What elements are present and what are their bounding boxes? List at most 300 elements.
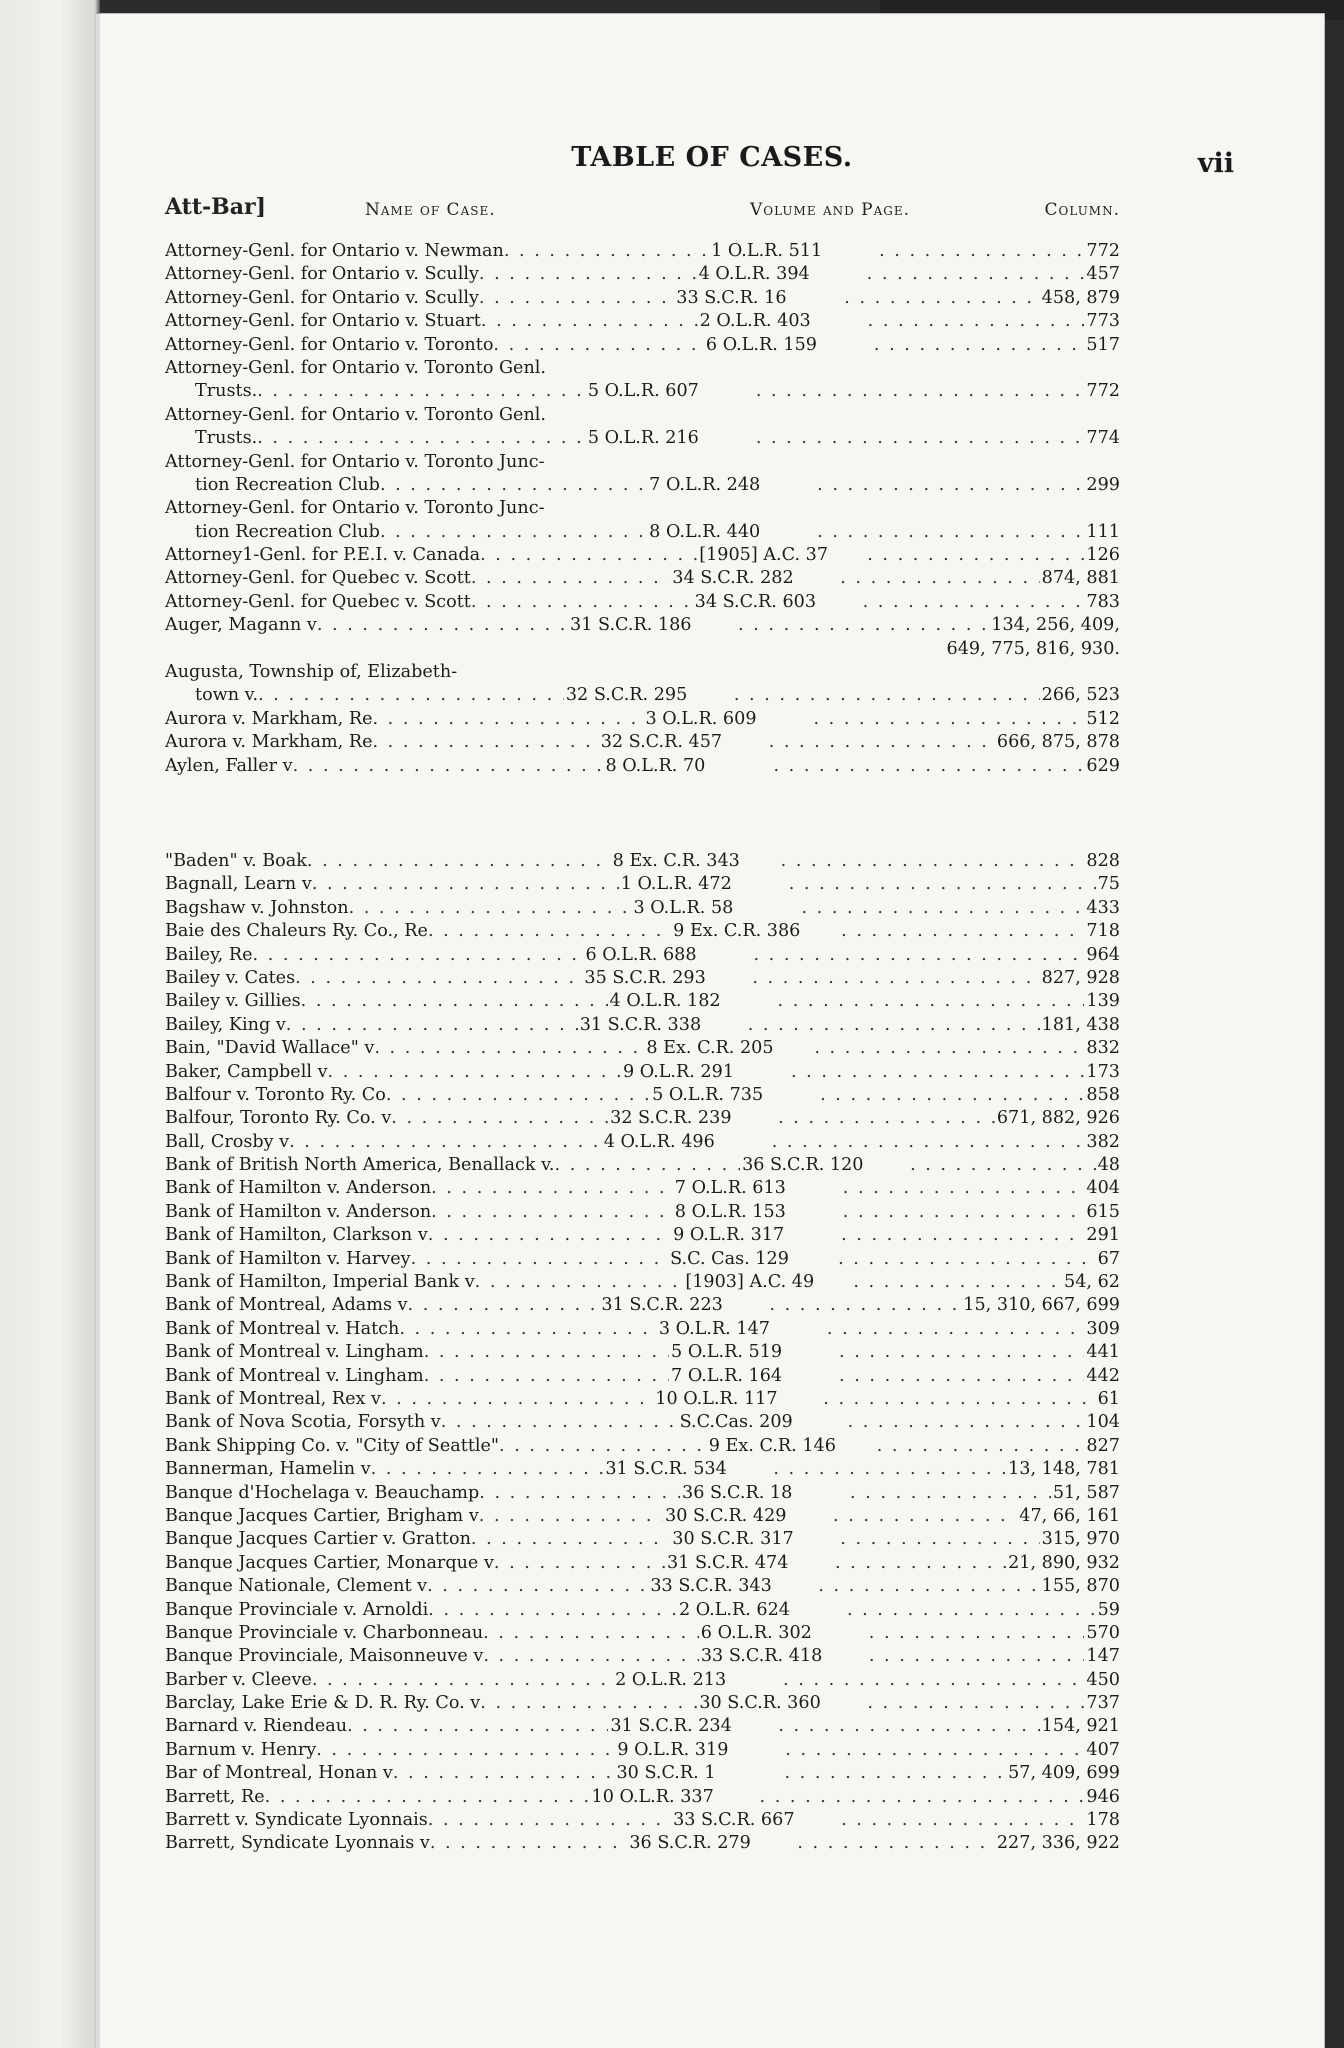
volume-and-page: 7 O.L.R. 164	[671, 1365, 783, 1386]
case-name: Banque d'Hochelaga v. Beauchamp	[165, 1482, 480, 1503]
column-refs: 615	[1086, 1201, 1120, 1222]
case-name: Baie des Chaleurs Ry. Co., Re	[165, 921, 428, 942]
leader-dots	[424, 1341, 669, 1364]
case-name-continued: Trusts.	[195, 428, 258, 449]
volume-and-page: 30 S.C.R. 1	[616, 1763, 716, 1784]
column-refs: 126	[1086, 545, 1120, 566]
leader-dots	[841, 1224, 1084, 1247]
case-name: Augusta, Township of, Elizabeth-	[165, 662, 458, 683]
leader-dots	[347, 1715, 608, 1738]
leader-dots	[869, 1622, 1085, 1645]
case-entry	[165, 1715, 1120, 1738]
volume-and-page: 31 S.C.R. 186	[570, 615, 692, 636]
column-headers	[165, 194, 1120, 228]
case-entry	[165, 755, 1120, 778]
case-name: Bain, "David Wallace" v	[165, 1038, 375, 1059]
leader-dots	[756, 427, 1085, 450]
leader-dots	[769, 731, 995, 754]
leader-dots	[868, 310, 1085, 333]
case-list-b-section	[165, 850, 1120, 1856]
column-refs: 458, 879	[1041, 287, 1120, 308]
leader-dots	[431, 1177, 673, 1200]
case-entry	[165, 1341, 1120, 1364]
case-name: "Baden" v. Boak	[165, 851, 307, 871]
case-entry	[165, 1154, 1120, 1177]
volume-and-page: [1905] A.C. 37	[699, 545, 829, 566]
column-refs: 407	[1086, 1739, 1120, 1760]
case-name: Banque Provinciale v. Charbonneau	[165, 1622, 484, 1643]
leader-dots	[778, 1715, 1039, 1738]
case-name: Bailey v. Gillies	[165, 991, 301, 1012]
volume-and-page: 31 S.C.R. 534	[605, 1459, 727, 1480]
volume-and-page: 4 O.L.R. 182	[609, 991, 721, 1012]
column-refs: 772	[1086, 241, 1120, 261]
leader-dots	[483, 1622, 699, 1645]
case-entry	[165, 1131, 1120, 1154]
volume-and-page: 34 S.C.R. 603	[694, 591, 817, 612]
leader-dots	[850, 1482, 1051, 1505]
leader-dots	[317, 614, 568, 637]
case-name: Attorney-Genl. for Quebec v. Scott	[165, 568, 471, 589]
column-refs: 59	[1097, 1599, 1120, 1620]
leader-dots	[481, 310, 698, 333]
volume-and-page: 33 S.C.R. 418	[700, 1646, 823, 1667]
volume-and-page: 3 O.L.R. 609	[645, 708, 757, 729]
header-name-of-case: Name of Case.	[365, 200, 496, 220]
leader-dots	[428, 920, 671, 943]
leader-dots	[265, 1786, 590, 1809]
case-name: Bank Shipping Co. v. "City of Seattle"	[165, 1435, 500, 1456]
column-refs: 104	[1086, 1412, 1120, 1433]
case-name: Attorney-Genl. for Ontario v. Toronto	[165, 334, 494, 355]
volume-and-page: 2 O.L.R. 403	[699, 311, 811, 332]
case-entry	[165, 967, 1120, 990]
volume-and-page: 7 O.L.R. 613	[674, 1178, 786, 1199]
case-entry	[165, 1177, 1120, 1200]
volume-and-page: 31 S.C.R. 223	[601, 1295, 723, 1316]
leader-dots	[778, 1107, 995, 1130]
volume-and-page: 9 Ex. C.R. 146	[708, 1435, 836, 1456]
leader-dots	[380, 521, 647, 544]
volume-and-page: 8 O.L.R. 153	[674, 1201, 786, 1222]
volume-and-page: 32 S.C.R. 295	[565, 685, 688, 706]
case-entry	[165, 380, 1120, 403]
column-refs: 382	[1086, 1131, 1120, 1152]
volume-and-page: 2 O.L.R. 624	[678, 1599, 790, 1620]
volume-and-page: 31 S.C.R. 474	[666, 1552, 789, 1573]
case-entry	[165, 521, 1120, 544]
case-entry	[165, 1739, 1120, 1762]
volume-and-page: 9 O.L.R. 319	[617, 1739, 729, 1760]
leader-dots	[840, 1528, 1039, 1551]
leader-dots	[867, 263, 1085, 286]
volume-and-page: 8 Ex. C.R. 205	[646, 1038, 774, 1059]
case-name: Bank of Montreal, Adams v	[165, 1295, 408, 1316]
leader-dots	[818, 1575, 1039, 1598]
leader-dots	[393, 1762, 615, 1785]
column-refs: 147	[1086, 1646, 1120, 1667]
case-name: Barnard v. Riendeau	[165, 1716, 348, 1737]
case-name: Barrett, Re	[165, 1786, 265, 1807]
volume-and-page: 5 O.L.R. 607	[587, 381, 699, 402]
book-gutter	[0, 0, 100, 2048]
case-entry	[165, 1014, 1120, 1037]
volume-and-page: 1 O.L.R. 472	[620, 874, 732, 895]
volume-and-page: 8 Ex. C.R. 343	[612, 851, 740, 871]
column-refs: 51, 587	[1052, 1482, 1120, 1503]
leader-dots	[784, 1762, 1006, 1785]
leader-dots	[789, 873, 1096, 896]
case-name: Banque Jacques Cartier v. Gratton	[165, 1529, 471, 1550]
volume-and-page: 5 O.L.R. 216	[587, 428, 699, 449]
leader-dots	[833, 1505, 1017, 1528]
leader-dots	[428, 1224, 671, 1247]
leader-dots	[734, 684, 1040, 707]
column-refs: 67	[1097, 1248, 1120, 1269]
case-name: Balfour v. Toronto Ry. Co	[165, 1084, 386, 1105]
volume-and-page: 4 O.L.R. 394	[698, 264, 810, 285]
volume-and-page: S.C. Cas. 129	[670, 1248, 789, 1269]
column-refs: 54, 62	[1064, 1272, 1120, 1293]
volume-and-page: 36 S.C.R. 120	[742, 1155, 864, 1176]
case-entry	[165, 427, 1120, 450]
volume-and-page: 4 O.L.R. 496	[603, 1131, 715, 1152]
case-name: Bannerman, Hamelin v	[165, 1459, 371, 1480]
leader-dots	[258, 684, 564, 707]
case-name: Attorney-Genl. for Ontario v. Toronto Junc-	[165, 451, 545, 472]
case-name: Barber v. Cleeve	[165, 1669, 312, 1690]
case-entry	[165, 1552, 1120, 1575]
leader-dots	[817, 474, 1084, 497]
leader-dots	[817, 521, 1084, 544]
volume-and-page: 3 O.L.R. 58	[633, 897, 734, 918]
volume-and-page: 36 S.C.R. 18	[682, 1482, 793, 1503]
volume-and-page: 32 S.C.R. 239	[610, 1108, 732, 1129]
case-name: Bank of Hamilton v. Anderson	[165, 1201, 432, 1222]
leader-dots	[411, 1248, 668, 1271]
column-refs: 671, 882, 926	[996, 1108, 1120, 1129]
case-entry-line	[165, 497, 1120, 520]
column-refs: 666, 875, 878	[996, 732, 1120, 753]
volume-and-page: 8 O.L.R. 440	[649, 521, 761, 542]
volume-and-page: 31 S.C.R. 234	[610, 1716, 732, 1737]
column-refs: 718	[1086, 921, 1120, 942]
column-refs: 457	[1086, 264, 1120, 285]
case-entry	[165, 1224, 1120, 1247]
column-refs: 827, 928	[1041, 967, 1120, 988]
leader-dots	[471, 591, 693, 614]
case-entry	[165, 567, 1120, 590]
leader-dots	[835, 1552, 1006, 1575]
case-name: Attorney-Genl. for Ontario v. Toronto Junc-	[165, 498, 545, 519]
case-entry-line	[165, 451, 1120, 474]
volume-and-page: 6 O.L.R. 159	[705, 334, 817, 355]
case-name: Ball, Crosby v	[165, 1131, 290, 1152]
column-refs: 517	[1086, 334, 1120, 355]
leader-dots	[813, 708, 1084, 731]
column-refs: 946	[1086, 1786, 1120, 1807]
leader-dots	[479, 263, 697, 286]
case-entry	[165, 591, 1120, 614]
leader-dots	[773, 1458, 1006, 1481]
case-entry	[165, 944, 1120, 967]
column-refs: 291	[1086, 1225, 1120, 1246]
leader-dots	[307, 850, 611, 873]
case-entry	[165, 1669, 1120, 1692]
column-refs: 783	[1086, 591, 1120, 612]
leader-dots	[295, 967, 582, 990]
column-refs: 964	[1086, 944, 1120, 965]
leader-dots	[785, 1739, 1084, 1762]
case-name: Bank of Hamilton, Clarkson v	[165, 1225, 428, 1246]
case-name: Barrett v. Syndicate Lyonnais	[165, 1810, 428, 1831]
case-entry	[165, 1061, 1120, 1084]
case-entry-line	[165, 357, 1120, 380]
volume-and-page: 7 O.L.R. 248	[649, 474, 761, 495]
leader-dots	[867, 544, 1084, 567]
case-name: Banque Jacques Cartier, Monarque v	[165, 1552, 494, 1573]
case-name: Attorney-Genl. for Ontario v. Toronto Genl.	[165, 404, 547, 425]
volume-and-page: 10 O.L.R. 117	[655, 1388, 778, 1409]
leader-dots	[874, 334, 1084, 357]
case-entry-line	[165, 661, 1120, 684]
case-entry	[165, 850, 1120, 873]
volume-and-page: 8 O.L.R. 70	[605, 755, 706, 776]
column-refs: 134, 256, 409,	[991, 615, 1120, 636]
leader-dots	[381, 1388, 653, 1411]
case-entry	[165, 1786, 1120, 1809]
leader-dots	[781, 850, 1085, 873]
case-entry	[165, 1692, 1120, 1715]
leader-dots	[843, 1201, 1085, 1224]
volume-and-page: S.C.Cas. 209	[679, 1412, 793, 1433]
volume-and-page: 5 O.L.R. 519	[671, 1342, 783, 1363]
leader-dots	[386, 1084, 650, 1107]
column-refs: 47, 66, 161	[1019, 1505, 1120, 1526]
case-entry	[165, 1271, 1120, 1294]
volume-and-page: 1 O.L.R. 511	[711, 241, 823, 261]
leader-dots	[840, 567, 1039, 590]
case-entry	[165, 544, 1120, 567]
volume-and-page: 9 O.L.R. 291	[622, 1061, 735, 1082]
volume-and-page: 34 S.C.R. 282	[672, 568, 794, 589]
leader-dots	[839, 1365, 1084, 1388]
column-refs: 155, 870	[1041, 1576, 1120, 1597]
case-name: Bank of Montreal v. Lingham	[165, 1342, 424, 1363]
case-name: Bar of Montreal, Honan v	[165, 1763, 393, 1784]
case-name: Aurora v. Markham, Re	[165, 708, 373, 729]
leader-dots	[493, 334, 703, 357]
leader-dots	[863, 591, 1085, 614]
case-name: Bank of Hamilton v. Anderson	[165, 1178, 432, 1199]
case-entry	[165, 1318, 1120, 1341]
case-entry	[165, 684, 1120, 707]
leader-dots	[441, 1411, 678, 1434]
case-name: Bank of Montreal v. Lingham	[165, 1365, 424, 1386]
case-entry	[165, 1482, 1120, 1505]
case-entry	[165, 1458, 1120, 1481]
leader-dots	[838, 1248, 1095, 1271]
case-name: Bank of Montreal, Rex v	[165, 1388, 381, 1409]
column-refs: 75	[1097, 874, 1120, 895]
leader-dots	[427, 1575, 648, 1598]
leader-dots	[827, 1318, 1085, 1341]
leader-dots	[328, 1061, 621, 1084]
column-refs: 773	[1086, 311, 1120, 332]
column-refs: 832	[1086, 1038, 1120, 1059]
leader-dots	[774, 755, 1085, 778]
column-refs: 512	[1086, 708, 1120, 729]
leader-dots	[820, 1084, 1084, 1107]
leader-dots	[778, 990, 1085, 1013]
case-entry	[165, 1084, 1120, 1107]
leader-dots	[853, 1271, 1062, 1294]
column-refs: 173	[1086, 1061, 1120, 1082]
case-entry	[165, 1645, 1120, 1668]
column-refs: 299	[1086, 474, 1120, 495]
case-entry	[165, 287, 1120, 310]
case-name: Attorney-Genl. for Ontario v. Scully	[165, 264, 479, 285]
case-name: Aylen, Faller v	[165, 755, 293, 776]
leader-dots	[844, 287, 1039, 310]
leader-dots	[555, 1154, 741, 1177]
case-name: Bank of Hamilton, Imperial Bank v	[165, 1272, 475, 1293]
leader-dots	[769, 1294, 961, 1317]
case-name: Bank of Hamilton v. Harvey	[165, 1248, 411, 1269]
case-name: Bank of Montreal v. Hatch	[165, 1318, 400, 1339]
volume-and-page: 33 S.C.R. 667	[673, 1810, 795, 1831]
leader-dots	[316, 1739, 615, 1762]
case-name-continued: town v.	[195, 685, 259, 706]
case-name: Baker, Campbell v	[165, 1061, 328, 1082]
leader-dots	[879, 240, 1084, 263]
case-name: Barclay, Lake Erie & D. R. Ry. Co. v	[165, 1693, 481, 1714]
volume-and-page: 33 S.C.R. 16	[676, 287, 787, 308]
case-entry	[165, 731, 1120, 754]
leader-dots	[869, 1645, 1085, 1668]
leader-dots	[494, 1552, 665, 1575]
volume-and-page: 35 S.C.R. 293	[584, 967, 706, 988]
leader-dots	[841, 920, 1084, 943]
leader-dots	[480, 1692, 697, 1715]
column-refs: 874, 881	[1041, 568, 1120, 589]
leader-dots	[431, 1201, 673, 1224]
volume-and-page: 33 S.C.R. 343	[650, 1576, 772, 1597]
volume-and-page: 3 O.L.R. 147	[658, 1318, 770, 1339]
column-refs: 61	[1097, 1388, 1120, 1409]
leader-dots	[480, 544, 697, 567]
case-entry	[165, 1388, 1120, 1411]
case-name: Balfour, Toronto Ry. Co. v	[165, 1108, 392, 1129]
column-refs: 570	[1086, 1622, 1120, 1643]
leader-dots	[374, 1037, 644, 1060]
case-entry	[165, 708, 1120, 731]
case-entry	[165, 990, 1120, 1013]
leader-dots	[373, 708, 644, 731]
leader-dots	[430, 1832, 628, 1855]
leader-dots	[293, 755, 604, 778]
leader-dots	[910, 1154, 1096, 1177]
case-name: Attorney1-Genl. for P.E.I. v. Canada	[165, 545, 481, 566]
case-entry	[165, 1365, 1120, 1388]
case-name: Banque Provinciale, Maisonneuve v	[165, 1646, 484, 1667]
leader-dots	[471, 567, 670, 590]
column-refs: 442	[1086, 1365, 1120, 1386]
header-volume-and-page: Volume and Page.	[750, 200, 911, 220]
case-name: Attorney-Genl. for Ontario v. Scully	[165, 287, 479, 308]
column-refs: 15, 310, 667, 699	[963, 1295, 1120, 1316]
leader-dots	[738, 614, 989, 637]
leader-dots	[471, 1528, 670, 1551]
volume-and-page: 2 O.L.R. 213	[615, 1669, 727, 1690]
volume-and-page: 6 O.L.R. 302	[700, 1622, 812, 1643]
case-entry	[165, 1248, 1120, 1271]
volume-and-page: 32 S.C.R. 457	[600, 732, 723, 753]
leader-dots	[253, 944, 584, 967]
leader-dots	[479, 1505, 663, 1528]
case-name: Auger, Magann v	[165, 615, 317, 636]
volume-and-page: 10 O.L.R. 337	[591, 1786, 714, 1807]
case-entry	[165, 1107, 1120, 1130]
column-refs: 315, 970	[1041, 1529, 1120, 1550]
leader-dots	[504, 240, 709, 263]
column-refs: 111	[1086, 521, 1120, 542]
leader-dots	[877, 1435, 1085, 1458]
column-refs: 48	[1097, 1155, 1120, 1176]
column-refs: 309	[1086, 1318, 1120, 1339]
leader-dots	[479, 1482, 680, 1505]
case-name: Bagshaw v. Johnston	[165, 897, 349, 918]
leader-dots	[428, 1809, 671, 1832]
column-refs: 21, 890, 932	[1008, 1552, 1120, 1573]
case-name: Bailey, King v	[165, 1014, 286, 1035]
column-refs: 774	[1086, 428, 1120, 449]
leader-dots	[839, 1341, 1084, 1364]
column-refs: 154, 921	[1041, 1716, 1120, 1737]
column-refs: 57, 409, 699	[1008, 1763, 1120, 1784]
leader-dots	[752, 967, 1039, 990]
leader-dots	[424, 1365, 669, 1388]
case-name: Attorney-Genl. for Ontario v. Toronto Genl.	[165, 357, 547, 378]
leader-dots	[257, 427, 586, 450]
case-entry	[165, 1832, 1120, 1855]
case-name: Aurora v. Markham, Re	[165, 732, 373, 753]
leader-dots	[289, 1131, 602, 1154]
volume-and-page: 30 S.C.R. 429	[665, 1505, 787, 1526]
leader-dots	[479, 287, 674, 310]
case-name: Attorney-Genl. for Ontario v. Stuart	[165, 311, 481, 332]
case-entry	[165, 897, 1120, 920]
case-entry	[165, 240, 1120, 263]
volume-and-page: 30 S.C.R. 360	[699, 1693, 821, 1714]
leader-dots	[499, 1435, 707, 1458]
column-refs: 227, 336, 922	[996, 1833, 1120, 1854]
case-name: Bailey, Re	[165, 944, 253, 965]
column-refs: 450	[1086, 1669, 1120, 1690]
case-entry	[165, 1201, 1120, 1224]
leader-dots	[797, 1832, 995, 1855]
leader-dots	[428, 1599, 677, 1622]
column-refs: 13, 148, 781	[1008, 1459, 1120, 1480]
case-entry	[165, 873, 1120, 896]
case-name-continued: Trusts.	[195, 381, 258, 402]
volume-and-page: 36 S.C.R. 279	[629, 1833, 751, 1854]
leader-dots	[867, 1692, 1084, 1715]
leader-dots	[791, 1061, 1084, 1084]
column-refs: 629	[1086, 755, 1120, 776]
leader-dots	[257, 380, 586, 403]
leader-dots	[814, 1037, 1084, 1060]
